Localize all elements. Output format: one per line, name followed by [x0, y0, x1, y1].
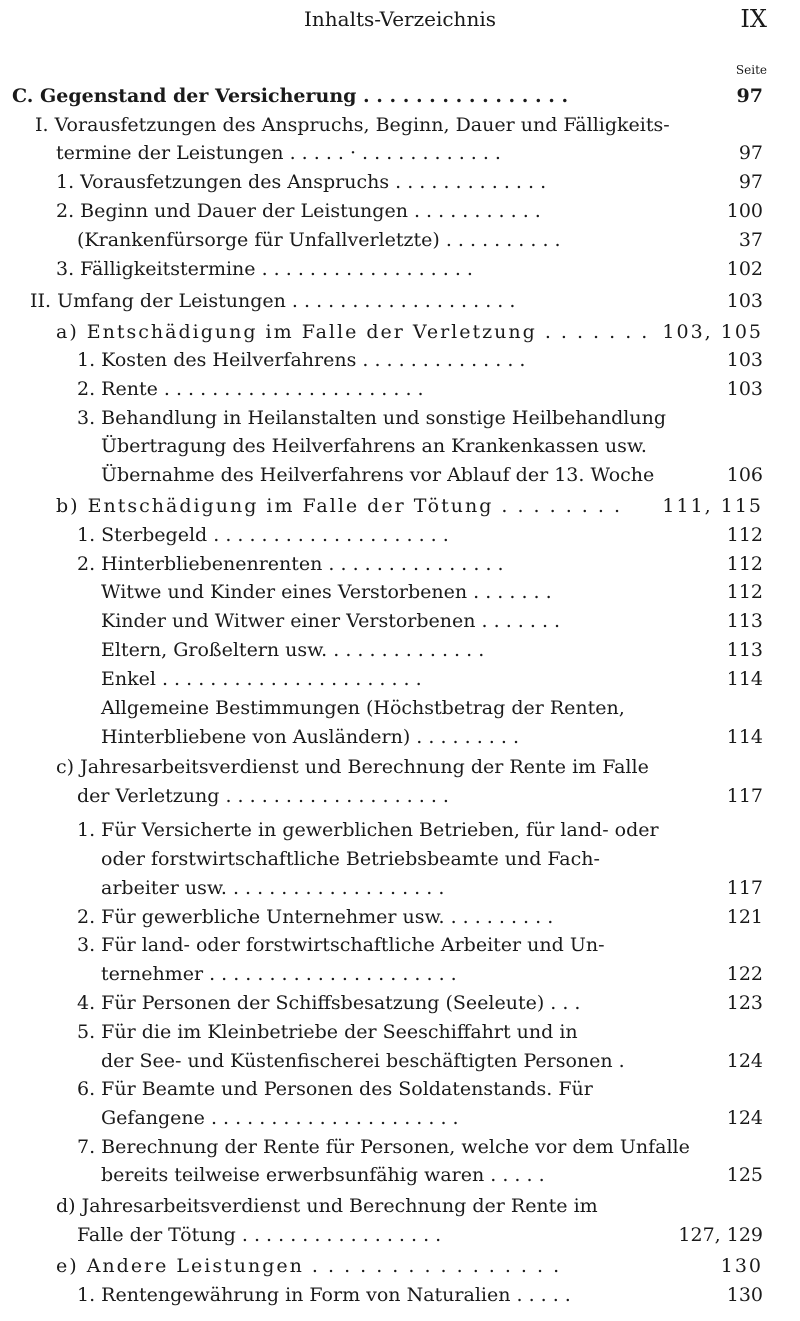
header-title: Inhalts-Verzeichnis: [304, 7, 496, 31]
page-number: IX: [740, 5, 767, 33]
column-label-seite: Seite: [735, 63, 767, 77]
